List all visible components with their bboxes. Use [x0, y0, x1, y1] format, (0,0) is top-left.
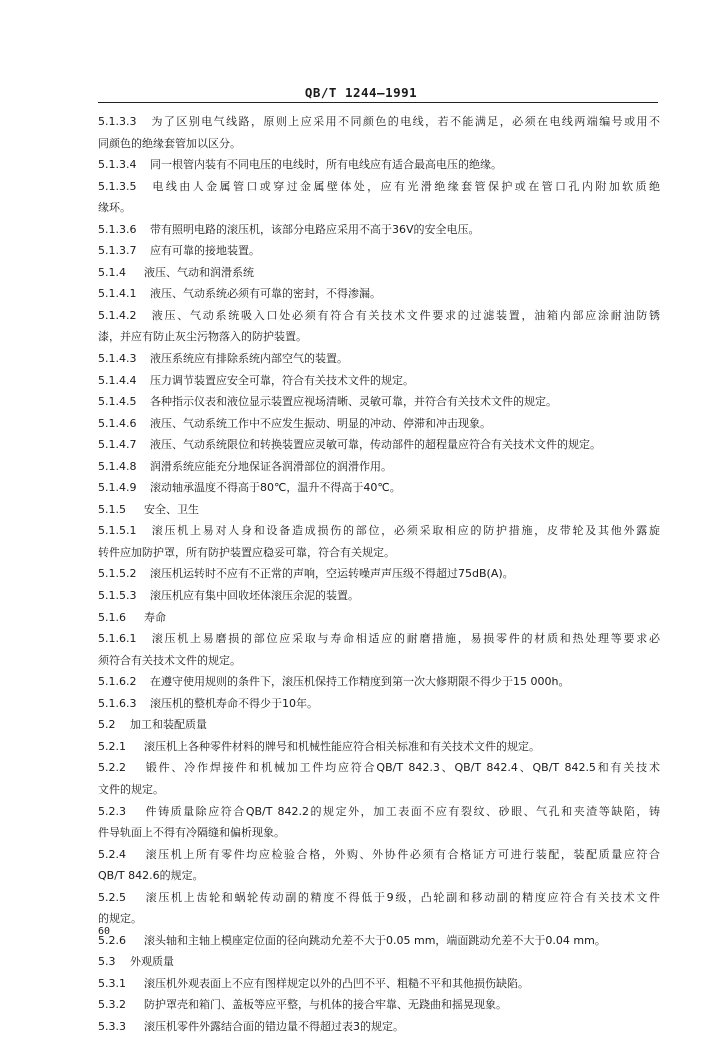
- text-line: [98, 973, 660, 995]
- text-line: [98, 951, 660, 973]
- text-line: [98, 714, 660, 736]
- text-line: [98, 154, 660, 176]
- clause-text: 外观质量: [130, 955, 174, 969]
- clause-text: 液压、气动系统限位和转换装置应灵敏可靠，传动部件的超程量应符合有关技术文件的规定。: [150, 438, 601, 452]
- clause-text: 液压、气动系统工作中不应发生振动、明显的冲动、停滞和冲击现象。: [150, 416, 491, 430]
- text-line: [98, 240, 660, 262]
- clause-number: 5.2.2: [98, 761, 126, 775]
- text-line: [98, 930, 660, 952]
- clause-number: 5.1.3.7: [98, 244, 137, 258]
- text-line: [98, 801, 660, 823]
- text-line: [98, 757, 660, 779]
- clause-text: 滚动轴承温度不得高于80℃，温升不得高于40℃。: [150, 481, 401, 495]
- clause-text: 液压、气动和润滑系统: [144, 265, 254, 279]
- clause-text: 液压系统应有排除系统内部空气的装置。: [150, 352, 348, 366]
- clause-text: 液压、气动系统必须有可靠的密封，不得渗漏。: [150, 287, 381, 301]
- clause-number: 5.2.3: [98, 804, 126, 818]
- clause-number: 5.2.6: [98, 933, 126, 947]
- clause-number: 5.1.4.3: [98, 352, 137, 366]
- clause-number: 5.2.4: [98, 847, 126, 861]
- document-body: [98, 111, 660, 1038]
- clause-number: 5.1.4.7: [98, 438, 137, 452]
- clause-number: 5.1.3.5: [98, 179, 137, 193]
- clause-number: 5.1.4: [98, 265, 126, 279]
- text-line: [98, 671, 660, 693]
- standard-header: QB/T 1244—1991: [304, 85, 418, 100]
- clause-number: 5.1.4.1: [98, 287, 137, 301]
- clause-text: 缘环。: [98, 201, 131, 215]
- text-line: [98, 779, 660, 801]
- clause-number: 5.3.3: [98, 1019, 126, 1033]
- clause-number: 5.1.4.4: [98, 373, 137, 387]
- clause-text: 同颜色的绝缘套管加以区分。: [98, 136, 241, 150]
- clause-text: 滚压机上易对人身和设备造成损伤的部位，必须采取相应的防护措施，皮带轮及其他外露旋: [150, 524, 660, 538]
- clause-text: 件铸质量除应符合QB/T 842.2的规定外，加工表面不应有裂纹、砂眼、气孔和夹渣等缺陷，铸: [144, 804, 660, 818]
- text-line: [98, 542, 660, 564]
- clause-text: 应有可靠的接地装置。: [150, 244, 260, 258]
- text-line: [98, 413, 660, 435]
- text-line: [98, 283, 660, 305]
- clause-number: 5.3.2: [98, 998, 126, 1012]
- clause-number: 5.1.6.1: [98, 632, 137, 646]
- clause-text: 液压、气动系统吸入口处必须有符合有关技术文件要求的过滤装置，油箱内部应涂耐油防锈: [150, 308, 660, 322]
- text-line: [98, 844, 660, 866]
- clause-text: 压力调节装置应安全可靠，符合有关技术文件的规定。: [150, 373, 414, 387]
- clause-text: 同一根管内装有不同电压的电线时，所有电线应有适合最高电压的绝缘。: [150, 158, 502, 172]
- clause-text: 滚压机运转时不应有不正常的声响，空运转噪声声压级不得超过75dB(A)。: [150, 567, 514, 581]
- clause-number: 5.2.1: [98, 739, 126, 753]
- text-line: [98, 865, 660, 887]
- text-line: [98, 994, 660, 1016]
- clause-text: 寿命: [144, 610, 166, 624]
- clause-number: 5.1.3.4: [98, 158, 137, 172]
- clause-number: 5.2: [98, 718, 116, 732]
- clause-text: 为了区别电气线路，原则上应采用不同颜色的电线，若不能满足，必须在电线两端编号或用不: [150, 115, 660, 128]
- clause-text: 滚压机上易磨损的部位应采取与寿命相适应的耐磨措施，易损零件的材质和热处理等要求必: [150, 632, 660, 646]
- text-line: [98, 326, 660, 348]
- text-line: [98, 520, 660, 542]
- clause-text: 件导轨面上不得有冷隔缝和偏析现象。: [98, 826, 285, 840]
- clause-number: 5.1.5: [98, 502, 126, 516]
- text-line: [98, 370, 660, 392]
- text-line: [98, 348, 660, 370]
- text-line: [98, 822, 660, 844]
- clause-text: 滚压机的整机寿命不得少于10年。: [150, 696, 318, 710]
- text-line: [98, 305, 660, 327]
- clause-number: 5.3.1: [98, 976, 126, 990]
- text-line: [98, 908, 660, 930]
- clause-text: 滚压机外观表面上不应有图样规定以外的凸凹不平、粗糙不平和其他损伤缺陷。: [144, 976, 529, 990]
- text-line: [98, 628, 660, 650]
- clause-text: 漆，并应有防止灰尘污物落入的防护装置。: [98, 330, 307, 344]
- clause-text: 电线由人金属管口或穿过金属壁体处，应有光滑绝缘套管保护或在管口孔内附加软质绝: [150, 179, 660, 193]
- clause-text: 的规定。: [98, 912, 142, 926]
- clause-text: 须符合有关技术文件的规定。: [98, 653, 241, 667]
- text-line: [98, 1016, 660, 1038]
- text-line: [98, 499, 660, 521]
- clause-number: 5.3: [98, 955, 116, 969]
- clause-number: 5.1.5.1: [98, 524, 137, 538]
- text-line: [98, 607, 660, 629]
- clause-number: 5.1.6.2: [98, 675, 137, 689]
- text-line: [98, 736, 660, 758]
- clause-text: 滚头轴和主轴上模座定位面的径向跳动允差不大于0.05 mm，端面跳动允差不大于0.04 mm。: [144, 933, 606, 947]
- text-line: [98, 434, 660, 456]
- clause-text: 各种指示仪表和液位显示装置应视场清晰、灵敏可靠，并符合有关技术文件的规定。: [150, 395, 557, 409]
- text-line: [98, 477, 660, 499]
- text-line: [98, 176, 660, 198]
- page-number: 60: [98, 926, 111, 937]
- text-line: [98, 111, 660, 133]
- clause-text: 滚压机零件外露结合面的错边量不得超过表3的规定。: [144, 1019, 404, 1033]
- clause-text: 锻件、冷作焊接件和机械加工件均应符合QB/T 842.3、QB/T 842.4、QB/T 842.5和有关技术: [144, 761, 660, 775]
- clause-text: 在遵守使用规则的条件下，滚压机保持工作精度到第一次大修期限不得少于15 000h。: [150, 675, 570, 689]
- clause-number: 5.1.4.2: [98, 308, 137, 322]
- header-rule: [98, 102, 658, 103]
- clause-text: 滚压机应有集中回收坯体滚压余泥的装置。: [150, 589, 359, 603]
- clause-number: 5.1.3.6: [98, 222, 137, 236]
- text-line: [98, 693, 660, 715]
- clause-number: 5.1.6: [98, 610, 126, 624]
- clause-text: QB/T 842.6的规定。: [98, 869, 204, 883]
- clause-text: 滚压机上齿轮和蜗轮传动副的精度不得低于9级，凸轮副和移动副的精度应符合有关技术文件: [144, 890, 660, 904]
- text-line: [98, 887, 660, 909]
- clause-number: 5.1.6.3: [98, 696, 137, 710]
- clause-number: 5.1.5.2: [98, 567, 137, 581]
- clause-number: 5.1.4.6: [98, 416, 137, 430]
- clause-text: 滚压机上各种零件材料的牌号和机械性能应符合相关标准和有关技术文件的规定。: [144, 739, 540, 753]
- clause-number: 5.1.4.9: [98, 481, 137, 495]
- clause-text: 加工和装配质量: [130, 718, 207, 732]
- text-line: [98, 650, 660, 672]
- clause-number: 5.1.3.3: [98, 115, 137, 128]
- clause-text: 防护罩壳和箱门、盖板等应平整，与机体的接合牢靠、无跷曲和摇晃现象。: [144, 998, 507, 1012]
- text-line: [98, 391, 660, 413]
- clause-text: 安全、卫生: [144, 502, 199, 516]
- text-line: [98, 197, 660, 219]
- text-line: [98, 262, 660, 284]
- clause-text: 润滑系统应能充分地保证各润滑部位的润滑作用。: [150, 459, 392, 473]
- clause-number: 5.1.4.5: [98, 395, 137, 409]
- text-line: [98, 563, 660, 585]
- clause-text: 转件应加防护罩，所有防护装置应稳妥可靠，符合有关规定。: [98, 545, 395, 559]
- text-line: [98, 456, 660, 478]
- clause-text: 带有照明电路的滚压机，该部分电路应采用不高于36V的安全电压。: [150, 222, 480, 236]
- clause-number: 5.2.5: [98, 890, 126, 904]
- clause-text: 文件的规定。: [98, 782, 164, 796]
- clause-number: 5.1.4.8: [98, 459, 137, 473]
- text-line: [98, 585, 660, 607]
- text-line: [98, 219, 660, 241]
- text-line: [98, 133, 660, 155]
- clause-text: 滚压机上所有零件均应检验合格，外购、外协件必须有合格证方可进行装配，装配质量应符合: [144, 847, 660, 861]
- clause-number: 5.1.5.3: [98, 589, 137, 603]
